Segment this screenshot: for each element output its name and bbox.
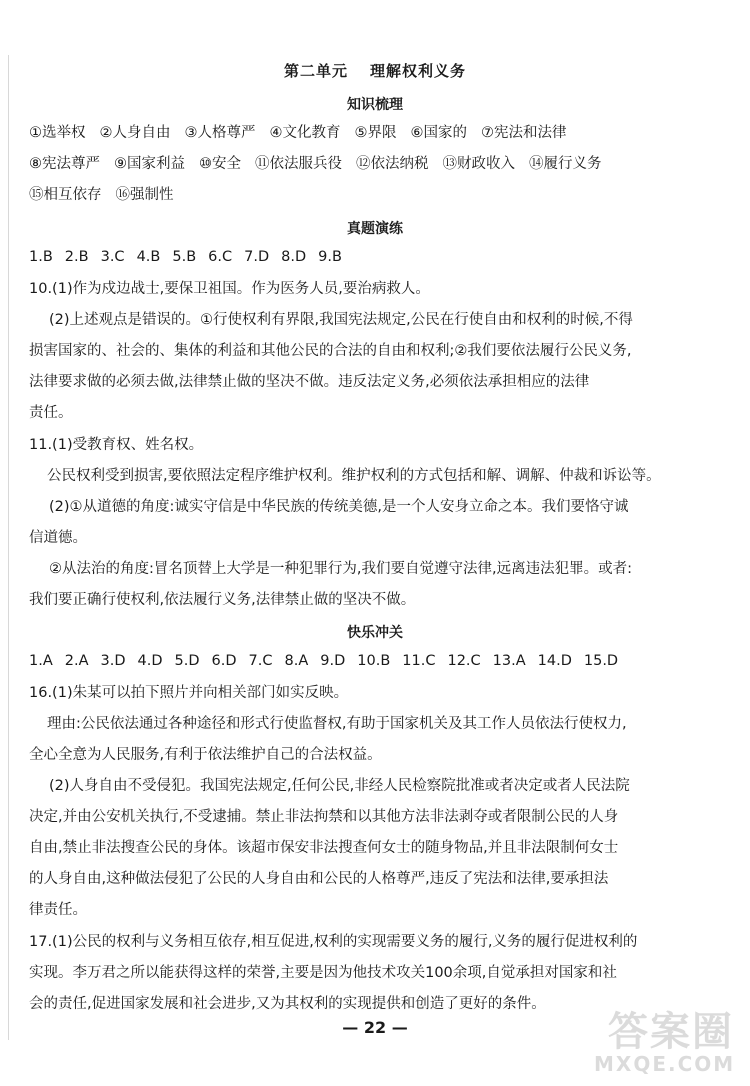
q16-line: 决定,并由公安机关执行,不受逮捕。禁止非法拘禁和以其他方法非法剥夺或者限制公民的人身 [29,809,619,825]
unit-title [0,60,750,81]
q16-line: (2)人身自由不受侵犯。我国宪法规定,任何公民,非经人民检察院批准或者决定或者人民法院 [49,778,630,794]
q11-line: 信道德。 [29,530,87,546]
choice-answer: 8.D [281,249,307,265]
exam-choice-answers [29,247,354,267]
q11-line: 11.(1)受教育权、姓名权。 [29,437,204,453]
choice-answer: 9.B [318,249,342,265]
q16-line: 理由:公民依法通过各种途径和形式行使监督权,有助于国家机关及其工作人员依法行使权力, [47,716,627,732]
knowledge-row-1 [29,123,581,143]
knowledge-item: ①选举权 [29,125,86,141]
choice-answer: 5.B [172,249,197,265]
knowledge-item: ⑯强制性 [115,187,174,203]
q16-line: 全心全意为人民服务,有利于依法维护自己的合法权益。 [29,747,382,763]
knowledge-item: ⑩安全 [199,156,241,172]
choice-answer: 3.D [100,653,126,669]
q10-line: 损害国家的、社会的、集体的利益和其他公民的合法的自由和权利;②我们要依法履行公民义务, [29,343,632,359]
choice-answer: 14.D [537,653,572,669]
happy-choice-answers [29,651,630,671]
unit-name: 理解权利义务 [370,62,467,80]
choice-answer: 10.B [357,653,391,669]
q17-line: 实现。李万君之所以能获得这样的荣誉,主要是因为他技术攻关100余项,自觉承担对国家和社 [29,965,617,981]
choice-answer: 2.B [64,249,89,265]
q16-line: 16.(1)朱某可以拍下照片并向相关部门如实反映。 [29,685,349,701]
choice-answer: 1.A [29,653,53,669]
section-title-knowledge: 知识梳理 [347,97,403,113]
knowledge-row-3 [29,185,188,205]
q10-line: 10.(1)作为戍边战士,要保卫祖国。作为医务人员,要治病救人。 [29,281,430,297]
q16-line: 的人身自由,这种做法侵犯了公民的人身自由和公民的人格尊严,违反了宪法和法律,要承担法 [29,871,609,887]
choice-answer: 2.A [64,653,89,669]
knowledge-item: ⑧宪法尊严 [29,156,100,172]
q16-line: 律责任。 [29,902,87,918]
knowledge-item: ⑦宪法和法律 [481,125,567,141]
knowledge-item: ⑪依法服兵役 [255,156,342,172]
q11-line: (2)①从道德的角度:诚实守信是中华民族的传统美德,是一个人安身立命之本。我们要恪守诚 [49,499,629,515]
choice-answer: 4.D [137,653,163,669]
choice-answer: 15.D [583,653,619,669]
choice-answer: 7.C [248,653,273,669]
q17-line: 会的责任,促进国家发展和社会进步,又为其权利的实现提供和创造了更好的条件。 [29,996,546,1012]
section-title-happy: 快乐冲关 [347,625,403,641]
q11-line: 公民权利受到损害,要依照法定程序维护权利。维护权利的方式包括和解、调解、仲裁和诉讼等。 [47,468,661,484]
watermark-text: 答案圈 [608,1009,734,1055]
unit-number: 第二单元 [283,62,348,80]
knowledge-item: ⑥国家的 [410,125,467,141]
q10-line: 法律要求做的必须去做,法律禁止做的坚决不做。违反法定义务,必须依法承担相应的法律 [29,374,590,390]
q10-line: (2)上述观点是错误的。①行使权利有界限,我国宪法规定,公民在行使自由和权利的时候,不得 [49,312,633,328]
knowledge-item: ⑮相互依存 [29,187,102,203]
knowledge-item: ⑭履行义务 [529,156,602,172]
choice-answer: 6.D [211,653,237,669]
knowledge-item: ⑬财政收入 [442,156,515,172]
knowledge-row-2 [29,154,616,174]
choice-answer: 3.C [100,249,125,265]
knowledge-item: ③人格尊严 [184,125,256,141]
choice-answer: 8.A [284,653,309,669]
choice-answer: 5.D [174,653,200,669]
knowledge-item: ⑫依法纳税 [356,156,429,172]
choice-answer: 1.B [29,249,53,265]
q17-line: 17.(1)公民的权利与义务相互依存,相互促进,权利的实现需要义务的履行,义务的履行促进权利的 [29,934,638,950]
knowledge-item: ⑤界限 [354,125,397,141]
watermark-url: MXQE.COM [594,1052,736,1076]
margin-line [8,55,9,1040]
choice-answer: 4.B [136,249,161,265]
choice-answer: 7.D [244,249,270,265]
choice-answer: 13.A [492,653,526,669]
page-number: — 22 — [342,1018,408,1037]
choice-answer: 6.C [208,249,233,265]
q10-line: 责任。 [29,405,73,421]
section-title-exam: 真题演练 [347,221,403,237]
q11-line: ②从法治的角度:冒名顶替上大学是一种犯罪行为,我们要自觉遵守法律,远离违法犯罪。或者: [49,561,632,577]
knowledge-item: ④文化教育 [269,125,341,141]
choice-answer: 9.D [320,653,346,669]
knowledge-item: ⑨国家利益 [114,156,185,172]
choice-answer: 11.C [402,653,436,669]
knowledge-item: ②人身自由 [99,125,171,141]
q16-line: 自由,禁止非法搜查公民的身体。该超市保安非法搜查何女士的随身物品,并且非法限制何女士 [29,840,619,856]
choice-answer: 12.C [447,653,481,669]
q11-line: 我们要正确行使权利,依法履行义务,法律禁止做的坚决不做。 [29,592,416,608]
watermark-logo [588,1000,738,1080]
